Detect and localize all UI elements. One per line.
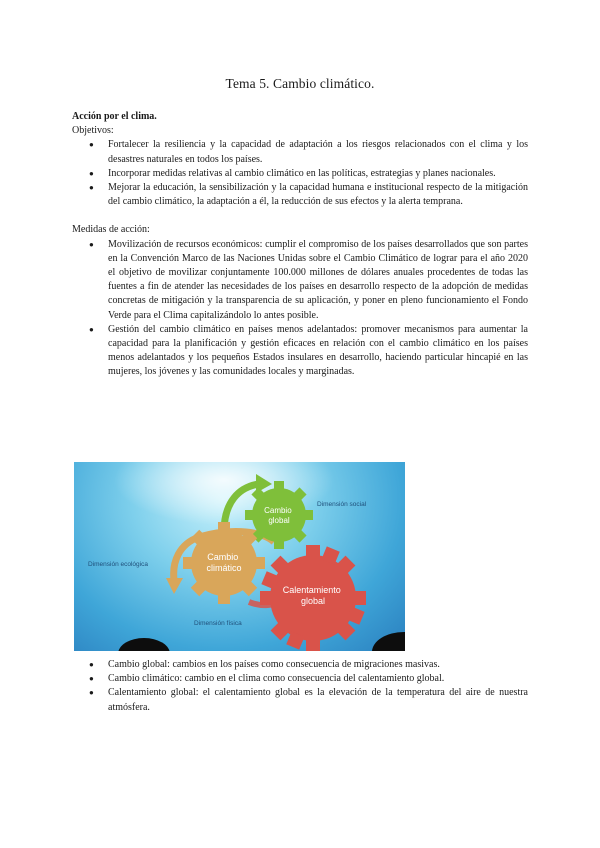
gear-red-label: Calentamiento global xyxy=(282,585,341,606)
objectives-list xyxy=(72,138,528,209)
climate-change-diagram-photo xyxy=(74,462,405,651)
list-item: ● Mejorar la educación, la sensibilización y la capacidad humana e institucional respecto de la mitigación del cambio climático, la adaptación a él, la reducción de sus efectos y la alerta temprana. xyxy=(72,181,528,209)
measures-list xyxy=(72,238,528,380)
dimension-fisica-label: Dimensión física xyxy=(194,620,242,627)
list-item: ● Incorporar medidas relativas al cambio climático en las políticas, estrategias y planes nacionales. xyxy=(72,167,528,181)
list-item: ● Gestión del cambio climático en países menos adelantados: promover mecanismos para aumentar la capacidad para la planificación y gestión eficaces en relación con el cambio climático en los países menos adelantados y los pequeños Estados insulares en desarrollo, haciendo particular hincapié en las mujeres, los jóvenes y las comunidades locales y marginadas. xyxy=(72,323,528,380)
gear-orange-label: Cambio climático xyxy=(206,552,242,573)
gear-green-label: Cambio global xyxy=(264,506,292,525)
arrow-head-icon xyxy=(166,578,183,594)
list-item: ● Cambio global: cambios en los países como consecuencia de migraciones masivas. xyxy=(72,658,528,672)
audience-silhouette xyxy=(118,638,170,651)
section-heading: Acción por el clima. xyxy=(72,111,157,122)
dimension-ecologica-label: Dimensión ecológica xyxy=(88,561,148,568)
list-item: ● Calentamiento global: el calentamiento global es la elevación de la temperatura del aire de nuestra atmósfera. xyxy=(72,686,528,714)
list-item: ● Cambio climático: cambio en el clima como consecuencia del calentamiento global. xyxy=(72,672,528,686)
page-title: Tema 5. Cambio climático. xyxy=(225,76,375,91)
definitions-list xyxy=(72,658,528,715)
objectives-label: Objetivos: xyxy=(72,125,114,137)
main-content xyxy=(72,110,528,380)
measures-label: Medidas de acción: xyxy=(72,224,150,236)
audience-silhouette xyxy=(372,632,405,651)
list-item: ● Fortalecer la resiliencia y la capacidad de adaptación a los riesgos relacionados con el clima y los desastres naturales en todos los países. xyxy=(72,138,528,166)
dimension-social-label: Dimensión social xyxy=(317,501,367,508)
list-item: ● Movilización de recursos económicos: cumplir el compromiso de los países desarrollados que son partes en la Convención Marco de las Naciones Unidas sobre el Cambio Climático de lograr para el año 2020 el objetivo de movilizar conjuntamente 100.000 millones de dólares anuales procedentes de todas las fuentes a fin de atender las necesidades de los países en desarrollo respecto de la adopción de medidas concretas de mitigación y la transparencia de su aplicación, y poner en pleno funcionamiento el Fondo Verde para el Clima capitalizándolo lo antes posible. xyxy=(72,238,528,323)
definitions-section xyxy=(72,658,528,715)
